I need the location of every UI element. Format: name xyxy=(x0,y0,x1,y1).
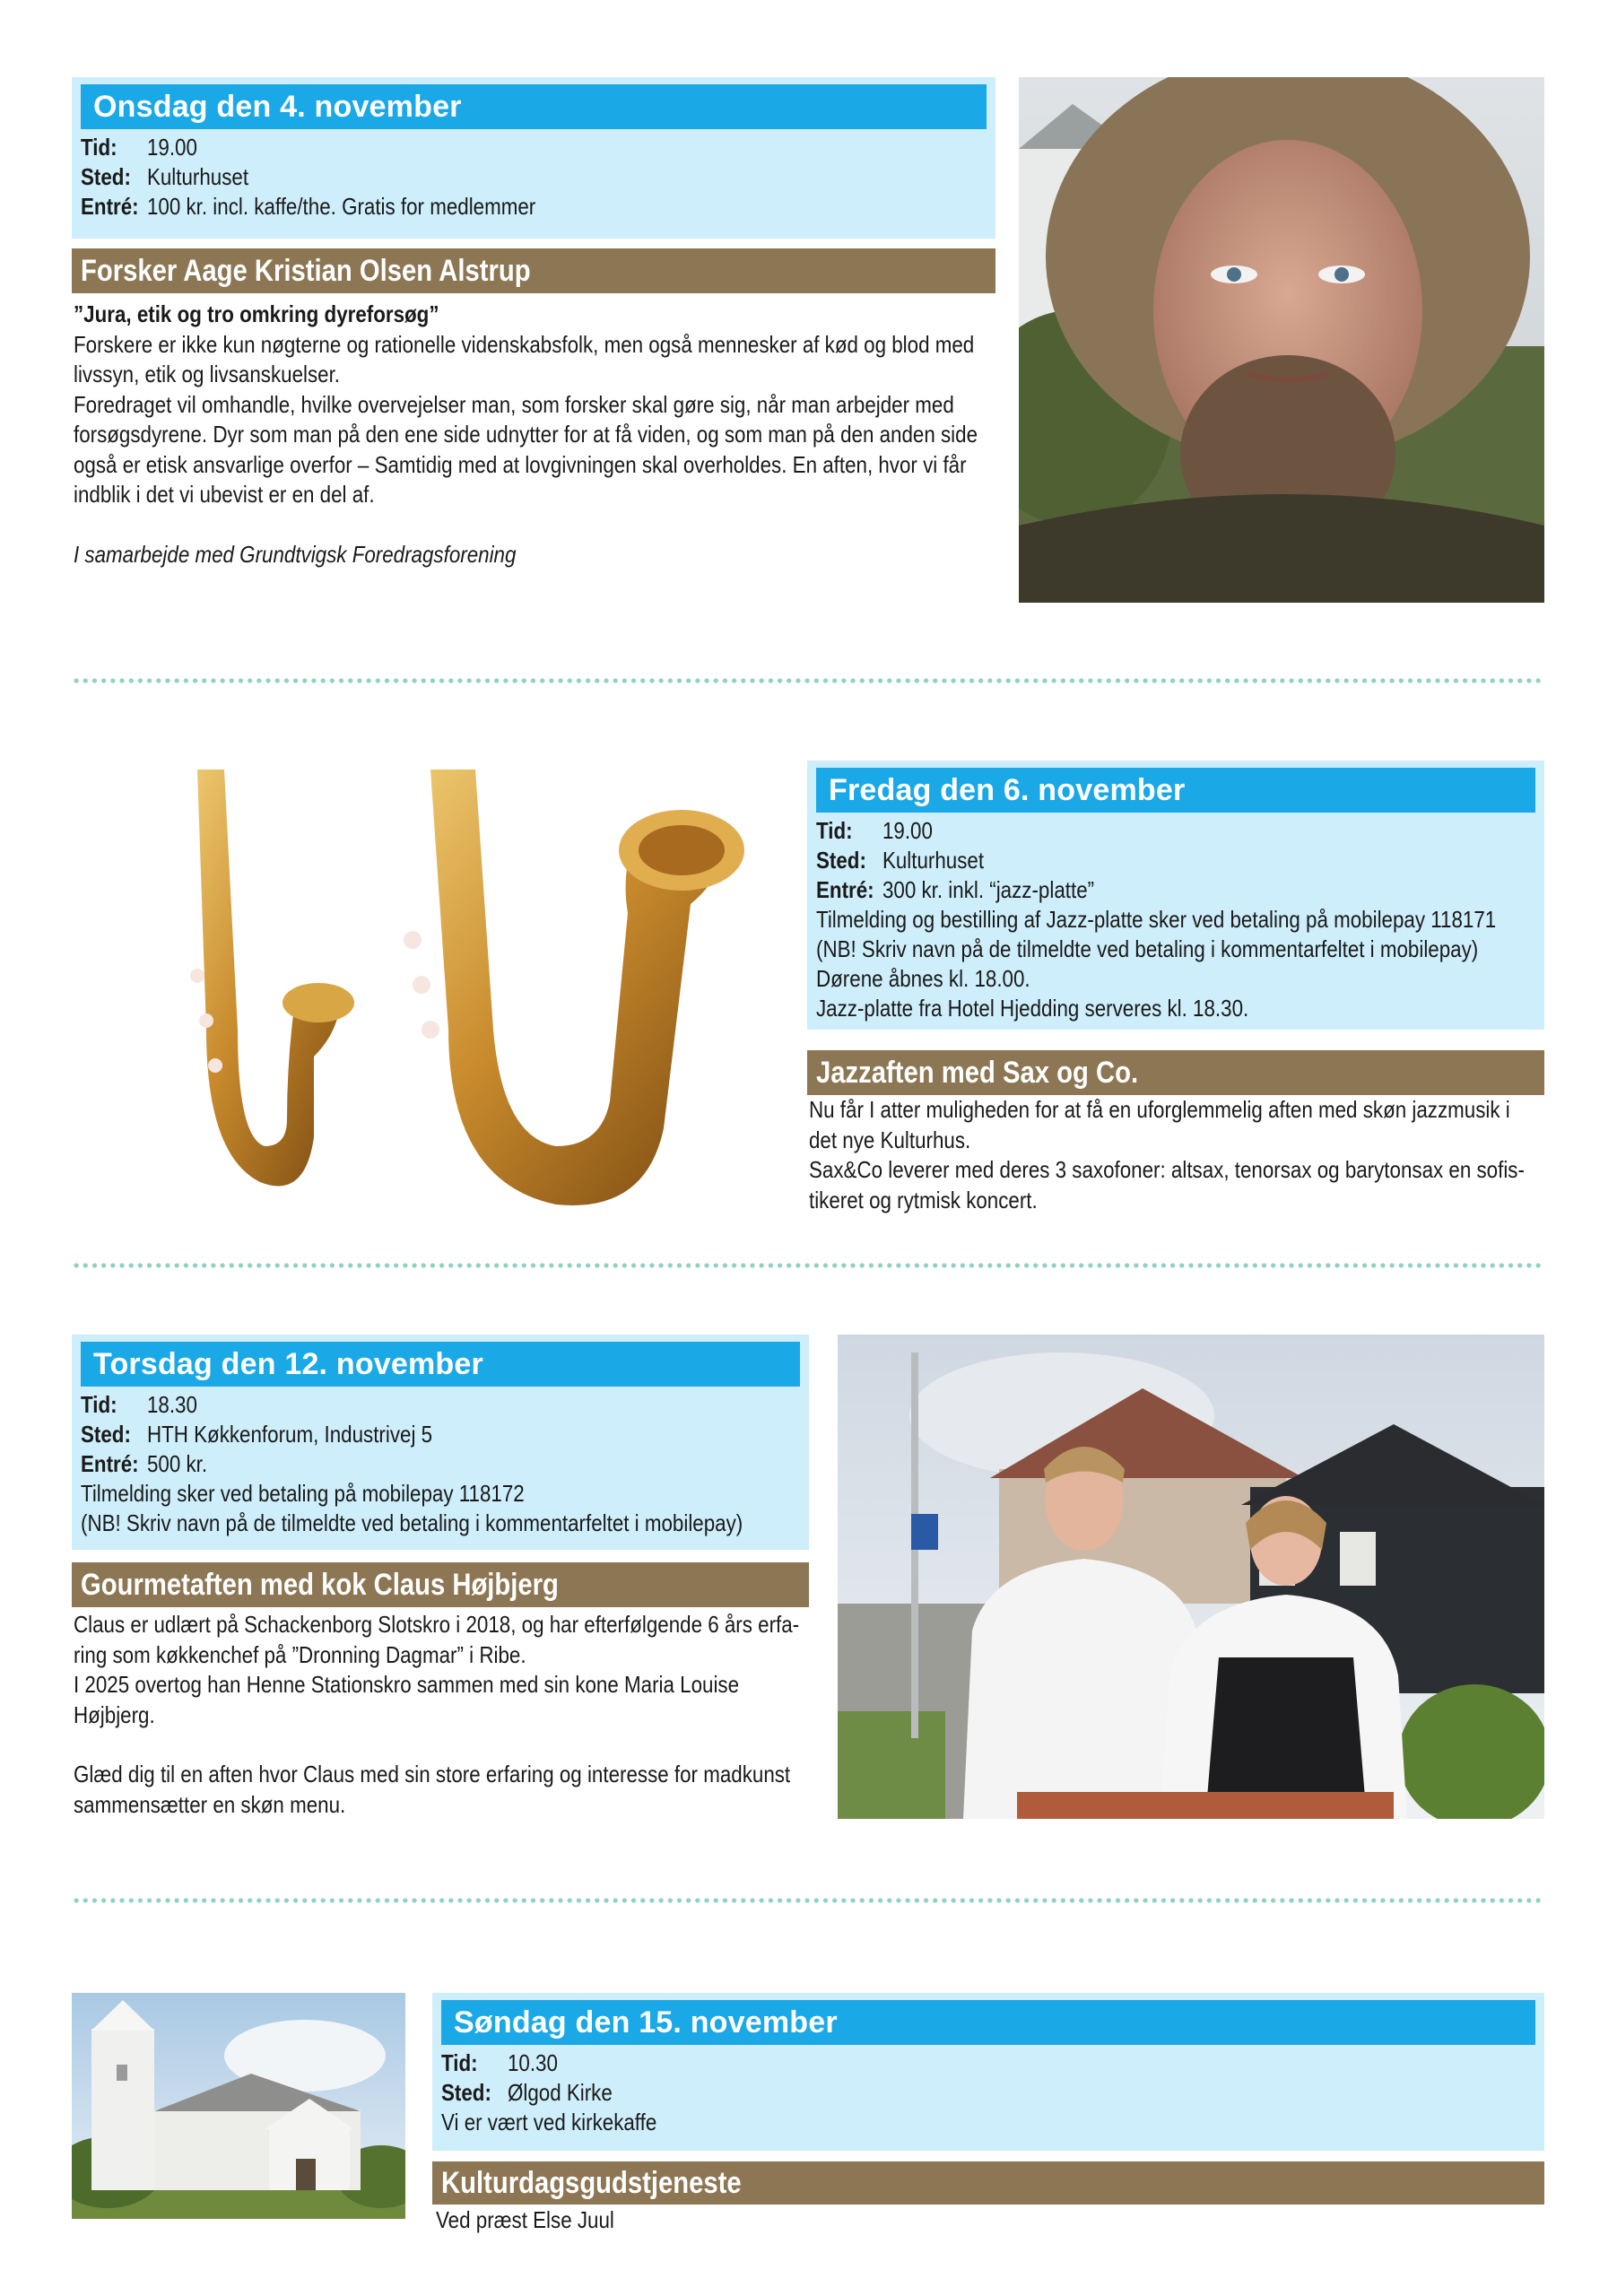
event-1-place: Kulturhuset xyxy=(146,163,249,190)
event-2-place: Kulturhuset xyxy=(882,847,985,874)
event-2-price-row: Entré: 300 kr. inkl. “jazz-platte” xyxy=(816,876,1095,903)
event-1-description: ”Jura, etik og tro omkring dyreforsøg” Forskere er ikke kun nøgterne og rationelle videnskabsfolk, men også mennesker af kød og blod med livssyn, etik og livsanskuelser. Foredraget vil omhandle, hvilke overvejelser man, som forsker skal gøre sig, når man arbejder med forsøgsdyrene. Dyr som man på den ene side udnytter for at få viden, og som man på den anden side også er etisk ansvarlige overfor – Samtidig med at lovgivningen skal overholdes. En aften, hvor vi får indblik i det vi ubevist er en del af. I samarbejde med Grundtvigsk Foredragsforening xyxy=(74,300,978,568)
event-3-time: 18.30 xyxy=(146,1391,197,1418)
event-4-extra-1: Vi er vært ved kirkekaffe xyxy=(441,2109,657,2135)
event-2-extra-4: Jazz-platte fra Hotel Hjedding serveres kl. 18.30. xyxy=(816,995,1249,1022)
event-4-place: Ølgod Kirke xyxy=(507,2079,613,2106)
saxophones-photo xyxy=(72,761,771,1216)
event-2-description: Nu får I atter muligheden for at få en uforglemmelig aften med skøn jazzmusik i det nye Kulturhus. Sax&Co leverer med deres 3 saxofoner: altsax, tenorsax og barytonsax en sofis- tikeret og rytmisk koncert. xyxy=(809,1096,1525,1213)
event-2-extra-2: (NB! Skriv navn på de tilmeldte ved betaling i kommentarfeltet i mobilepay) xyxy=(816,935,1479,962)
event-2-date: Fredag den 6. november xyxy=(816,768,1535,813)
church-photo xyxy=(72,1993,405,2219)
section-divider-3 xyxy=(72,1898,1544,1903)
event-2-price: 300 kr. inkl. “jazz-platte” xyxy=(882,876,1095,903)
event-1-time-row: Tid: 19.00 xyxy=(81,134,197,161)
event-1-info-box xyxy=(72,77,995,239)
event-2-place-row: Sted: Kulturhuset xyxy=(816,847,985,874)
event-3-price: 500 kr. xyxy=(146,1450,208,1477)
event-4-time-row: Tid: 10.30 xyxy=(441,2049,558,2076)
event-1-time: 19.00 xyxy=(146,134,197,161)
event-4-info-box xyxy=(432,1993,1544,2151)
event-3-info-box xyxy=(72,1335,809,1550)
section-divider-1 xyxy=(72,678,1544,683)
researcher-portrait-photo xyxy=(1019,77,1544,603)
event-3-extra-1: Tilmelding sker ved betaling på mobilepay 118172 xyxy=(81,1480,525,1507)
event-4-place-row: Sted: Ølgod Kirke xyxy=(441,2079,613,2106)
event-4-title: Kulturdagsgudstjeneste xyxy=(432,2161,1544,2205)
event-3-date: Torsdag den 12. november xyxy=(81,1342,800,1387)
event-4-date: Søndag den 15. november xyxy=(441,2000,1535,2045)
event-2-time-row: Tid: 19.00 xyxy=(816,817,933,844)
event-3-title: Gourmetaften med kok Claus Højbjerg xyxy=(72,1562,809,1607)
section-divider-2 xyxy=(72,1263,1544,1268)
chefs-photo xyxy=(838,1335,1544,1819)
event-2-time: 19.00 xyxy=(882,817,933,844)
event-4-time: 10.30 xyxy=(507,2049,558,2076)
event-3-time-row: Tid: 18.30 xyxy=(81,1391,197,1418)
event-2-title: Jazzaften med Sax og Co. xyxy=(807,1050,1544,1095)
event-1-date: Onsdag den 4. november xyxy=(81,84,987,129)
event-1-place-row: Sted: Kulturhuset xyxy=(81,163,249,190)
event-3-description: Claus er udlært på Schackenborg Slotskro i 2018, og har efterfølgende 6 års erfa- ring som køkkenchef på ”Dronning Dagmar” i Ribe. I 2025 overtog han Henne Stationskro sammen med sin kone Maria Louise Højbjerg. Glæd dig til en aften hvor Claus med sin store erfaring og interesse for madkunst sammensætter en skøn menu. xyxy=(74,1611,800,1818)
event-2-extra-1: Tilmelding og bestilling af Jazz-platte sker ved betaling på mobilepay 118171 xyxy=(816,906,1497,933)
event-2-info-box xyxy=(807,761,1544,1030)
event-3-place: HTH Køkkenforum, Industrivej 5 xyxy=(146,1421,433,1448)
event-1-price-row: Entré: 100 kr. incl. kaffe/the. Gratis for medlemmer xyxy=(81,193,536,220)
event-2-extra-3: Dørene åbnes kl. 18.00. xyxy=(816,965,1030,992)
event-3-price-row: Entré: 500 kr. xyxy=(81,1450,208,1477)
event-1-title: Forsker Aage Kristian Olsen Alstrup xyxy=(72,248,995,293)
event-3-place-row: Sted: HTH Køkkenforum, Industrivej 5 xyxy=(81,1421,433,1448)
event-1-price: 100 kr. incl. kaffe/the. Gratis for medlemmer xyxy=(146,193,536,220)
event-4-description: Ved præst Else Juul xyxy=(436,2206,614,2233)
event-3-extra-2: (NB! Skriv navn på de tilmeldte ved betaling i kommentarfeltet i mobilepay) xyxy=(81,1509,743,1536)
